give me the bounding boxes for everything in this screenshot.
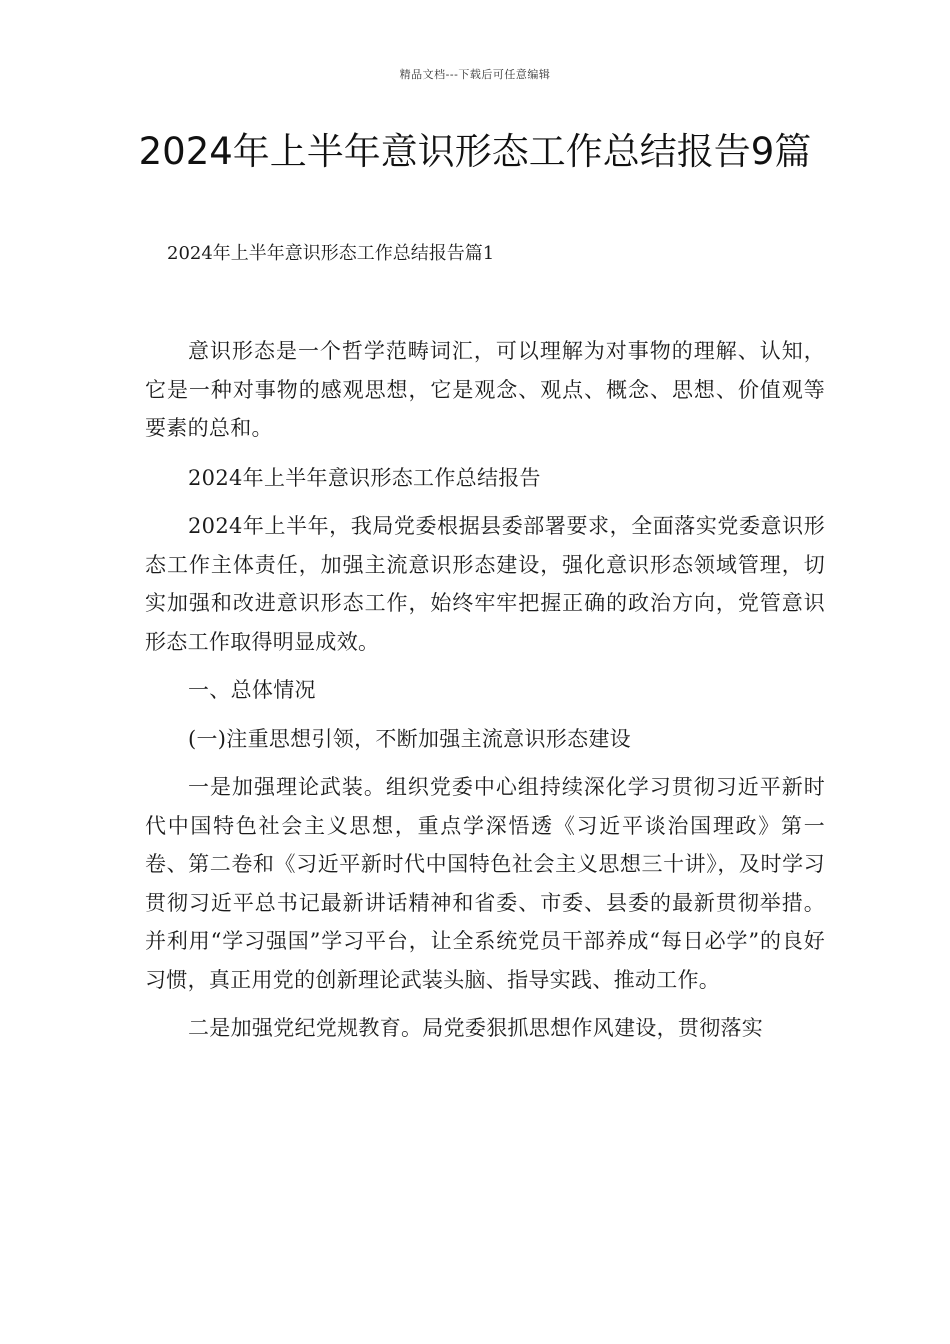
paragraph-discipline-education: 二是加强党纪党规教育。局党委狠抓思想作风建设，贯彻落实 [188, 1016, 764, 1040]
section-heading-overall: 一、总体情况 [188, 678, 316, 702]
document-subtitle: 2024年上半年意识形态工作总结报告篇1 [167, 243, 495, 264]
page-header-note: 精品文档---下载后可任意编辑 [399, 68, 551, 81]
document-title: 2024年上半年意识形态工作总结报告9篇 [138, 130, 812, 173]
paragraph-overview: 2024年上半年，我局党委根据县委部署要求，全面落实党委意识形态工作主体责任，加强主流意识形态建设，强化意识形态领域管理，切实加强和改进意识形态工作，始终牢牢把握正确的政治方向，党管意识形态工作取得明显成效。 [145, 514, 825, 654]
subsection-heading-1: (一)注重思想引领，不断加强主流意识形态建设 [188, 726, 631, 751]
document-body [145, 332, 825, 1048]
paragraph-theory-study: 一是加强理论武装。组织党委中心组持续深化学习贯彻习近平新时代中国特色社会主义思想，重点学深悟透《习近平谈治国理政》第一卷、第二卷和《习近平新时代中国特色社会主义思想三十讲》，及时学习贯彻习近平总书记最新讲话精神和省委、市委、县委的最新贯彻举措。并利用“学习强国”学习平台，让全系统党员干部养成“每日必学”的良好习惯，真正用党的创新理论武装头脑、指导实践、推动工作。 [145, 775, 825, 992]
paragraph-ideology-definition: 意识形态是一个哲学范畴词汇，可以理解为对事物的理解、认知，它是一种对事物的感观思想，它是观念、观点、概念、思想、价值观等要素的总和。 [145, 339, 825, 440]
paragraph-report-heading: 2024年上半年意识形态工作总结报告 [188, 465, 541, 490]
